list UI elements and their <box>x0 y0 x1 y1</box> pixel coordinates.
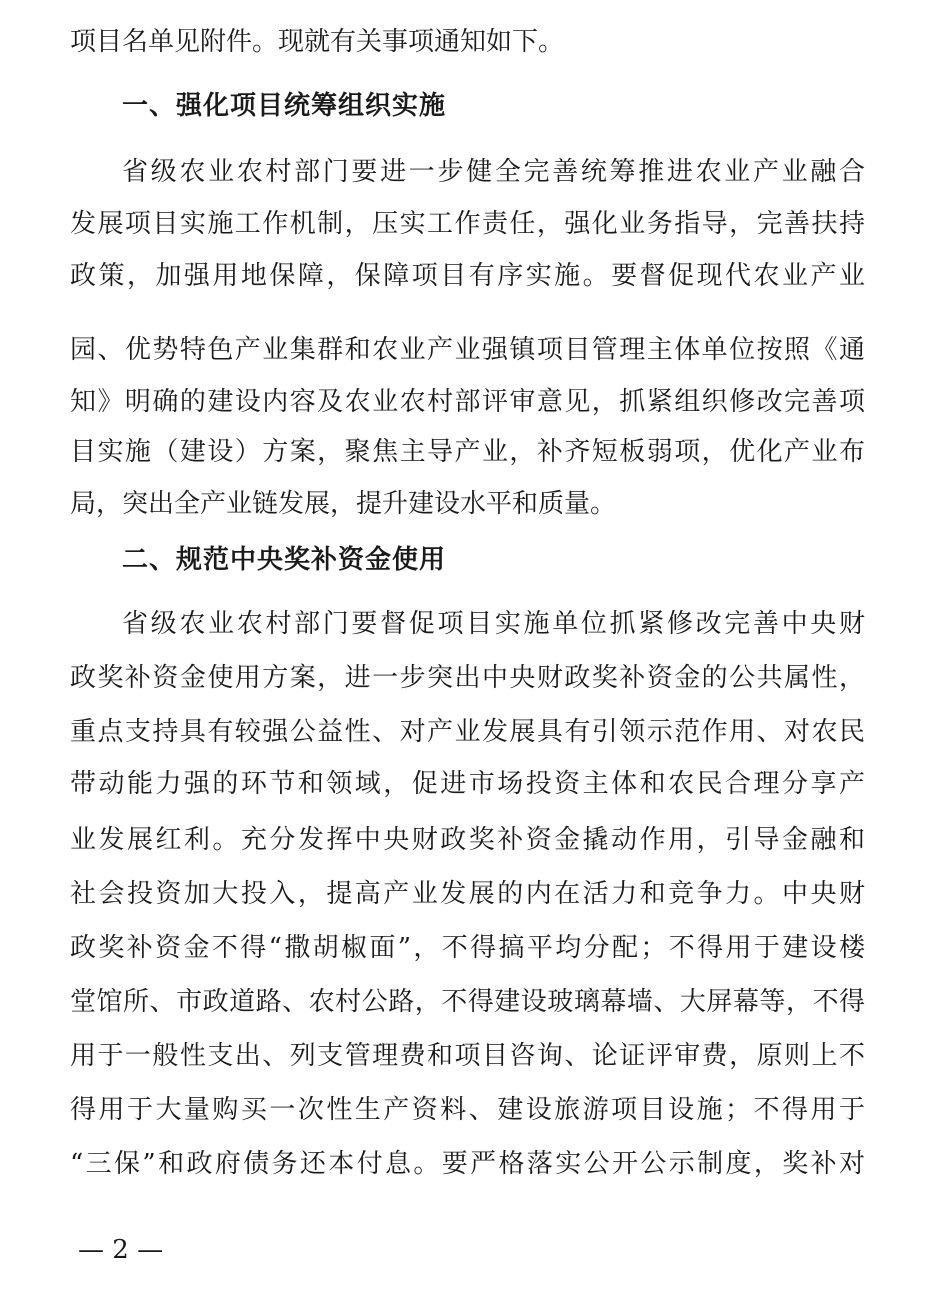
text-line-4: 政策，加强用地保障，保障项目有序实施。要督促现代农业产业 <box>70 261 865 291</box>
text-line-12: 带动能力强的环节和领域，促进市场投资主体和农民合理分享产 <box>70 769 865 799</box>
text-line-13: 业发展红利。充分发挥中央财政奖补资金撬动作用，引导金融和 <box>70 825 865 855</box>
text-line-19: “三保”和政府债务还本付息。要严格落实公开公示制度，奖补对 <box>70 1149 865 1179</box>
text-line-1: 项目名单见附件。现就有关事项通知如下。 <box>70 27 565 57</box>
text-line-15: 政奖补资金不得“撒胡椒面”，不得搞平均分配；不得用于建设楼 <box>70 933 865 963</box>
text-line-10: 政奖补资金使用方案，进一步突出中央财政奖补资金的公共属性， <box>70 663 865 693</box>
text-line-11: 重点支持具有较强公益性、对产业发展具有引领示范作用、对农民 <box>70 717 865 747</box>
text-line-14: 社会投资加大投入，提高产业发展的内在活力和竞争力。中央财 <box>70 879 865 909</box>
text-line-5: 园、优势特色产业集群和农业产业强镇项目管理主体单位按照《通 <box>70 335 865 365</box>
text-line-8: 局，突出全产业链发展，提升建设水平和质量。 <box>70 489 617 519</box>
text-line-7: 目实施（建设）方案，聚焦主导产业，补齐短板弱项，优化产业布 <box>70 437 865 467</box>
text-line-3: 发展项目实施工作机制，压实工作责任，强化业务指导，完善扶持 <box>70 209 865 239</box>
text-line-2: 省级农业农村部门要进一步健全完善统筹推进农业产业融合 <box>122 157 865 187</box>
text-line-18: 得用于大量购买一次性生产资料、建设旅游项目设施；不得用于 <box>70 1095 865 1125</box>
text-line-17: 用于一般性支出、列支管理费和项目咨询、论证评审费，原则上不 <box>70 1041 865 1071</box>
page-number: — 2 — <box>78 1235 164 1265</box>
text-line-16: 堂馆所、市政道路、农村公路，不得建设玻璃幕墙、大屏幕等，不得 <box>70 987 865 1017</box>
section-heading-2: 二、规范中央奖补资金使用 <box>122 545 447 575</box>
text-line-9: 省级农业农村部门要督促项目实施单位抓紧修改完善中央财 <box>122 609 865 639</box>
section-heading-1: 一、强化项目统筹组织实施 <box>122 91 447 121</box>
text-line-6: 知》明确的建设内容及农业农村部评审意见，抓紧组织修改完善项 <box>70 387 865 417</box>
